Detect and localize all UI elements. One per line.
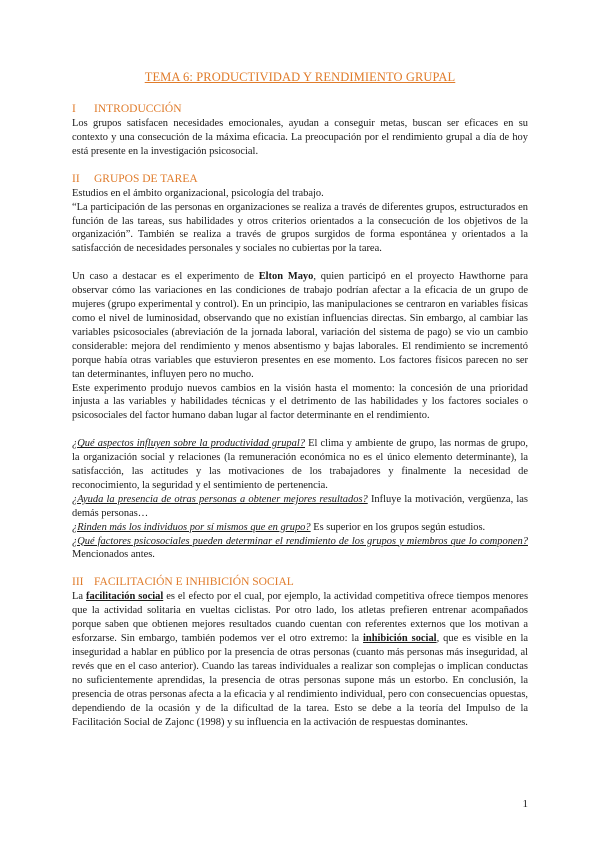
text-run: , que es visible en la inseguridad a hablar en público por la presencia de otras personas (cuanto más personas más inseguridad, al revés que en el caso anterior). Cuando las tareas individuales a realizar son complejas o implican conductas no suficientemente aprendidas, la presencia de otras personas supone más un estorbo. En conclusión, la presencia de otras personas afecta a la eficacia y al rendimiento individual, pero con consecuencias opuestas, dependiendo de la ocasión y de la dificultad de la tarea. Esto se debe a la teoría del Impulso de la Facilitación Social de Zajonc (1998) y su influencia en la activación de respuestas dominantes.	[72, 633, 528, 728]
question-text: ¿Rinden más los individuos por sí mismos que en grupo?	[72, 521, 311, 533]
section-number: I	[72, 103, 76, 115]
text-run: La	[72, 591, 87, 603]
section-number: III	[72, 576, 84, 589]
answer-text: Mencionados antes.	[72, 549, 155, 561]
section-heading-introduccion	[72, 103, 528, 115]
section-title: GRUPOS DE TAREA	[94, 172, 198, 185]
bold-term: inhibición social	[363, 633, 437, 645]
bold-name: Elton Mayo	[258, 271, 314, 283]
text-run: Un caso a destacar es el experimento de	[72, 271, 259, 283]
paragraph-elton-mayo	[72, 270, 528, 381]
section-title: INTRODUCCIÓN	[94, 103, 182, 115]
quote-paragraph: “La participación de las personas en organizaciones se realiza a través de diferentes grupos, estructurados en función de las tareas, sus habilidades y otros criterios orientados a la consecución de los objetivos de la organización”. También se realiza a través de grupos surgidos de forma espontánea y orientados a la satisfacción de necesidades personales y sociales no cubiertas por la tarea.	[72, 201, 528, 255]
text-run: , quien participó en el proyecto Hawthorne para observar cómo las variaciones en las condiciones de trabajo podrían afectar a la eficacia de un grupo de mujeres (grupo experimental y control). En un principio, las manipulaciones se centraron en variables físicas como el nivel de luminosidad, observando que no existían influencias directas. Sin embargo, al cambiar las variables psicosociales (abreviación de la jornada laboral, variación del sistema de pago) se vio un cambio considerable: mejora del rendimiento y menos absentismo y bajas laborales. El rendimiento se incrementó porque había otras variables que estuvieron presentes en ese momento. Los factores físicos parecen no ser tan determinantes, influyen pero no mucho.	[72, 271, 529, 380]
paragraph: Los grupos satisfacen necesidades emocionales, ayudan a conseguir metas, buscan ser eficaces en su contexto y una consecución de la máxima eficacia. La preocupación por el rendimiento grupal a día de hoy está presente en la investigación psicosocial.	[72, 118, 528, 157]
page-title: TEMA 6: PRODUCTIVIDAD Y RENDIMIENTO GRUPAL	[144, 70, 456, 84]
question-paragraph	[72, 437, 528, 493]
section-title: FACILITACIÓN E INHIBICIÓN SOCIAL	[94, 576, 294, 589]
bold-term: facilitación social	[86, 591, 164, 603]
question-paragraph	[72, 521, 528, 535]
answer-text: El clima y ambiente de grupo, las normas de grupo, la organización social y relaciones (la remuneración económica no es el único elemento determinante), la satisfacción, las actitudes y las motivaciones de los trabajadores y finalmente la necesidad de reconocimiento, la seguridad y el sentimiento de pertenencia.	[72, 438, 528, 491]
question-paragraph	[72, 535, 528, 563]
question-text: ¿Qué aspectos influyen sobre la productividad grupal?	[72, 438, 305, 450]
paragraph-facilitacion	[72, 590, 528, 729]
paragraph: Este experimento produjo nuevos cambios en la visión hasta el momento: la concesión de una prioridad injusta a las variables y habilidades técnicas y el detrimento de las habilidades y los factores sociales o psicosociales del factor humano daban lugar al factor determinante en el rendimiento.	[72, 382, 528, 422]
question-text: ¿Qué factores psicosociales pueden determinar el rendimiento de los grupos y miembros que lo componen?	[72, 535, 528, 547]
section-heading-facilitacion	[72, 576, 528, 588]
answer-text: Es superior en los grupos según estudios.	[310, 521, 486, 533]
answer-text: Influye la motivación, vergüenza, las demás personas…	[72, 493, 528, 519]
section-heading-grupos-de-tarea	[72, 173, 528, 185]
question-paragraph	[72, 493, 528, 521]
page-number: 1	[522, 798, 528, 810]
section-number: II	[72, 172, 80, 185]
text-run: es el efecto por el cual, por ejemplo, la actividad competitiva ofrece tiempos menores que la actividad solitaria en vueltas ciclistas. Por otro lado, los atletas prefieren entrenar acompañados porque saben que obtienen mejores resultados cuando cuentan con referentes externos que los motivan a esforzarse. Sin embargo, también podemos ver el otro extremo: la	[72, 591, 529, 645]
paragraph: Estudios en el ámbito organizacional, psicología del trabajo.	[72, 187, 324, 199]
question-text: ¿Ayuda la presencia de otras personas a obtener mejores resultados?	[72, 493, 368, 505]
